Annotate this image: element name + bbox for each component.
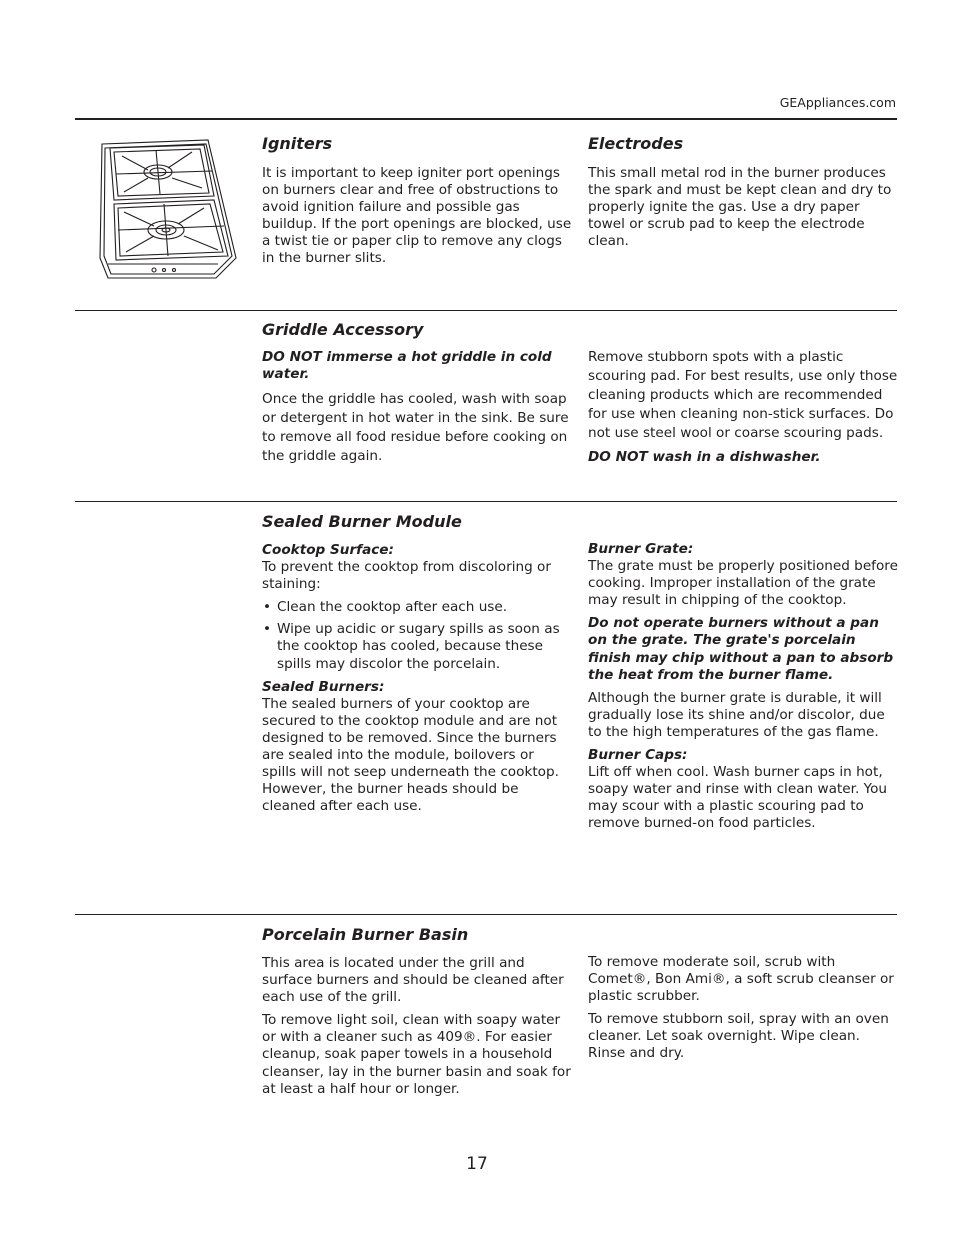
griddle-section-left [262, 320, 572, 466]
cooktop-surface-label: Cooktop Surface: [262, 542, 394, 558]
griddle-title: Griddle Accessory [262, 320, 424, 339]
divider-sealed [75, 501, 897, 502]
cooktop-surface-text: To prevent the cooktop from discoloring or staining: [262, 559, 551, 593]
basin-title: Porcelain Burner Basin [262, 925, 469, 944]
igniters-text: It is important to keep igniter port openings on burners clear and free of obstructions to avoid ignition failure and possible gas buildup. If the port openings are blocked, use a twist tie or paper clip to remove any clogs in the burner slits. [262, 165, 572, 267]
igniters-title: Igniters [262, 134, 333, 153]
griddle-warning-2: DO NOT wash in a dishwasher. [588, 449, 821, 465]
basin-section-left [262, 925, 572, 1104]
electrodes-section [588, 134, 898, 250]
burner-caps-label: Burner Caps: [588, 747, 688, 764]
sealed-section-right [588, 541, 898, 839]
sealed-burners-label: Sealed Burners: [262, 678, 385, 695]
site-url: GEAppliances.com [779, 95, 896, 110]
divider-top [75, 118, 897, 120]
basin-text-2: To remove light soil, clean with soapy water or with a cleaner such as 409®. For easier cleanup, soak paper towels in a household cleanser, lay in the burner basin and soak for at least a half hour or longer. [262, 1012, 571, 1097]
sealed-title: Sealed Burner Module [262, 512, 462, 531]
divider-griddle [75, 310, 897, 311]
electrodes-title: Electrodes [588, 134, 684, 153]
griddle-text-2: Remove stubborn spots with a plastic scouring pad. For best results, use only those cleaning products which are recommended for use when cleaning non-stick surfaces. Do not use steel wool or coarse scouring pads. [588, 349, 898, 441]
basin-section-right [588, 954, 898, 1069]
burner-grate-text: The grate must be properly positioned before cooking. Improper installation of the grate may result in chipping of the cooktop. [588, 558, 898, 609]
griddle-section-right [588, 348, 898, 466]
cooktop-bullet-list [262, 599, 572, 672]
burner-caps-text: Lift off when cool. Wash burner caps in hot, soapy water and rinse with clean water. You may scour with a plastic scouring pad to remove burned-on food particles. [588, 764, 888, 832]
basin-text-4: To remove stubborn soil, spray with an oven cleaner. Let soak overnight. Wipe clean. Rinse and dry. [588, 1011, 889, 1062]
basin-text-1: This area is located under the grill and surface burners and should be cleaned after each use of the grill. [262, 955, 564, 1006]
griddle-text-1: Once the griddle has cooled, wash with soap or detergent in hot water in the sink. Be sure to remove all food residue before cooking on the griddle again. [262, 391, 569, 465]
cooktop-illustration [96, 138, 240, 284]
sealed-burners-text: The sealed burners of your cooktop are secured to the cooktop module and are not designed to be removed. Since the burners are sealed into the module, boilovers or spills will not seep underneath the cooktop. However, the burner heads should be cleaned after each use. [262, 695, 559, 815]
burner-grate-label: Burner Grate: [588, 541, 694, 557]
list-item: • Clean the cooktop after each use. [262, 599, 572, 616]
electrodes-text: This small metal rod in the burner produces the spark and must be kept clean and dry to properly ignite the gas. Use a dry paper towel or scrub pad to keep the electrode clean. [588, 165, 892, 250]
page-number: 17 [466, 1154, 488, 1174]
igniters-section [262, 134, 572, 268]
sealed-section-left [262, 512, 572, 821]
basin-text-3: To remove moderate soil, scrub with Comet®, Bon Ami®, a soft scrub cleanser or plastic scrubber. [588, 954, 894, 1005]
burner-grate-warning: Do not operate burners without a pan on the grate. The grate's porcelain finish may chip without a pan to absorb the heat from the burner flame. [588, 615, 894, 683]
divider-basin [75, 914, 897, 915]
list-item: • Wipe up acidic or sugary spills as soon as the cooktop has cooled, because these spills may discolor the porcelain. [262, 621, 572, 672]
burner-grate-text-2: Although the burner grate is durable, it will gradually lose its shine and/or discolor, due to the high temperatures of the gas flame. [588, 689, 885, 740]
griddle-warning: DO NOT immerse a hot griddle in cold water. [262, 349, 552, 383]
